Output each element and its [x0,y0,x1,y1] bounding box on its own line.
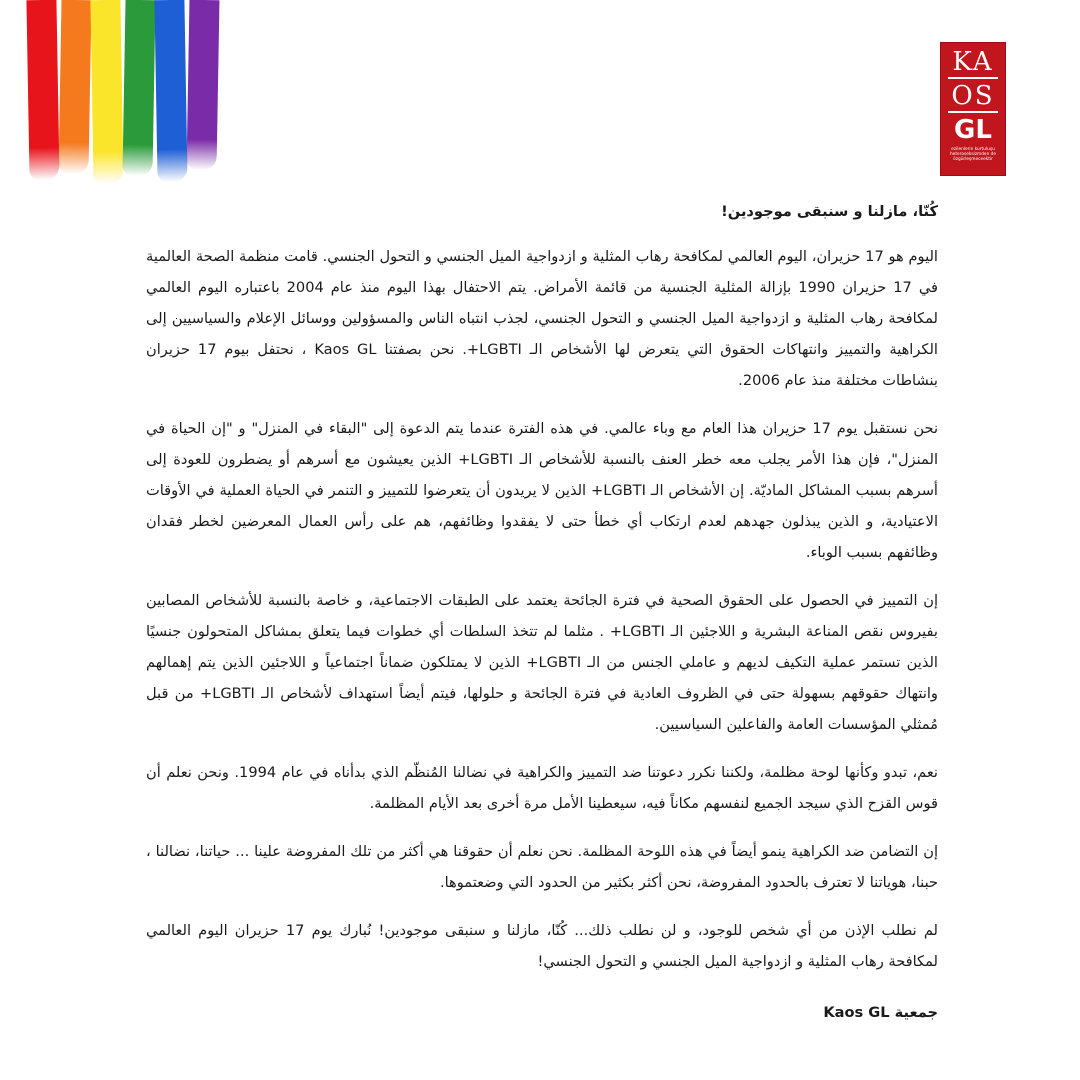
letter-paragraph: اليوم هو 17 حزيران، اليوم العالمي لمكافحة رهاب المثلية و ازدواجية الميل الجنسي و التحول الجنسي. قامت منظمة الصحة العالمية في 17 حزيران 1990 بإزالة المثلية الجنسية من قائمة الأمراض. يتم الاحتفال بهذا اليوم منذ عام 2004 باعتباره اليوم العالمي لمكافحة رهاب المثلية و ازدواجية الميل الجنسي و التحول الجنسي، لجذب انتباه الناس والمسؤولين ووسائل الإعلام والسياسيين إلى الكراهية والتمييز وانتهاكات الحقوق التي يتعرض لها الأشخاص الـ LGBTI+. نحن بصفتنا Kaos GL ، نحتفل بيوم 17 حزيران بنشاطات مختلفة منذ عام 2006. [146,248,938,389]
logo-text-kaos-top: KA [952,47,994,77]
logo-rule [948,77,998,79]
kaos-gl-logo [940,42,1006,176]
letter-paragraph: إن التمييز في الحصول على الحقوق الصحية في فترة الجائحة يعتمد على الطبقات الاجتماعية، و خاصة بالنسبة للأشخاص المصابين بفيروس نقص المناعة البشرية و اللاجئين الـ LGBTI+ . مثلما لم تتخذ السلطات أي خطوات فيما يتعلق بمشاكل المتحولون جنسيًا الذين تستمر عملية التكيف لديهم و عاملي الجنس من الـ LGBTI+ الذين لا يمتلكون ضماناً اجتماعياً و اللاجئين الذين يتم إهمالهم وانتهاك حقوقهم بسهولة حتى في الظروف العادية في فترة الجائحة و حلولها، فيتم أيضاً استهداف لأشخاص الـ LGBTI+ من قبل مُمثلي المؤسسات العامة والفاعلين السياسيين. [146,592,938,733]
letter-paragraph: نحن نستقبل يوم 17 حزيران هذا العام مع وباء عالمي. في هذه الفترة عندما يتم الدعوة إلى "البقاء في المنزل" و "إن الحياة في المنزل"، فإن هذا الأمر يجلب معه خطر العنف بالنسبة للأشخاص الـ LGBTI+ الذين يعيشون مع أسرهم أو يضطرون للعودة إلى أسرهم بسبب المشاكل الماديّة. إن الأشخاص الـ LGBTI+ الذين لا يريدون أن يتعرضوا للتمييز و التنمر في الحياة العملية في الأوقات الاعتيادية، و الذين يبذلون جهدهم لعدم ارتكاب أي خطأ حتى لا يفقدوا وظائفهم، هم على رأس العمال المعرضين لخطر فقدان وظائفهم بسبب الوباء. [146,420,939,561]
logo-text-kaos-bottom: OS [951,81,995,111]
rainbow-stripe-orange [58,0,91,174]
rainbow-stripe-purple [187,0,220,170]
logo-text-gl: GL [954,115,992,145]
letter-paragraph: إن التضامن ضد الكراهية ينمو أيضاً في هذه اللوحة المظلمة. نحن نعلم أن حقوقنا هي أكثر من تلك المفروضة علينا ... حياتنا، نضالنا ، حبنا، هوياتنا لا تعترف بالحدود المفروضة، نحن أكثر بكثير من الحدود التي وضعتموها. [146,843,938,891]
letter-paragraph: نعم، تبدو وكأنها لوحة مظلمة، ولكننا نكرر دعوتنا ضد التمييز والكراهية في نضالنا المُنظّم الذي بدأناه في عام 1994. ونحن نعلم أن قوس القزح الذي سيجد الجميع لنفسهم مكاناً فيه، سيعطينا الأمل مرة أخرى بعد الأيام المظلمة. [146,764,938,812]
rainbow-decoration [28,0,224,186]
letter-title: كُنّا، مازلنا و سنبقى موجودين! [721,203,938,220]
logo-tagline: ezilenlerin kurtuluşu heteroseksizmden de özgürleşmeceektir [949,147,997,162]
logo-rule [948,111,998,113]
letter-paragraph: لم نطلب الإذن من أي شخص للوجود، و لن نطلب ذلك... كُنّا، مازلنا و سنبقى موجودين! نُبارك يوم 17 حزيران اليوم العالمي لمكافحة رهاب المثلية و ازدواجية الميل الجنسي و التحول الجنسي! [146,922,938,970]
letter-signature: جمعية Kaos GL [823,1004,938,1021]
rainbow-stripe-red [26,0,59,180]
rainbow-stripe-yellow [90,0,123,184]
letter-body [146,196,938,1028]
rainbow-stripe-blue [154,0,187,182]
rainbow-stripe-green [122,0,155,176]
